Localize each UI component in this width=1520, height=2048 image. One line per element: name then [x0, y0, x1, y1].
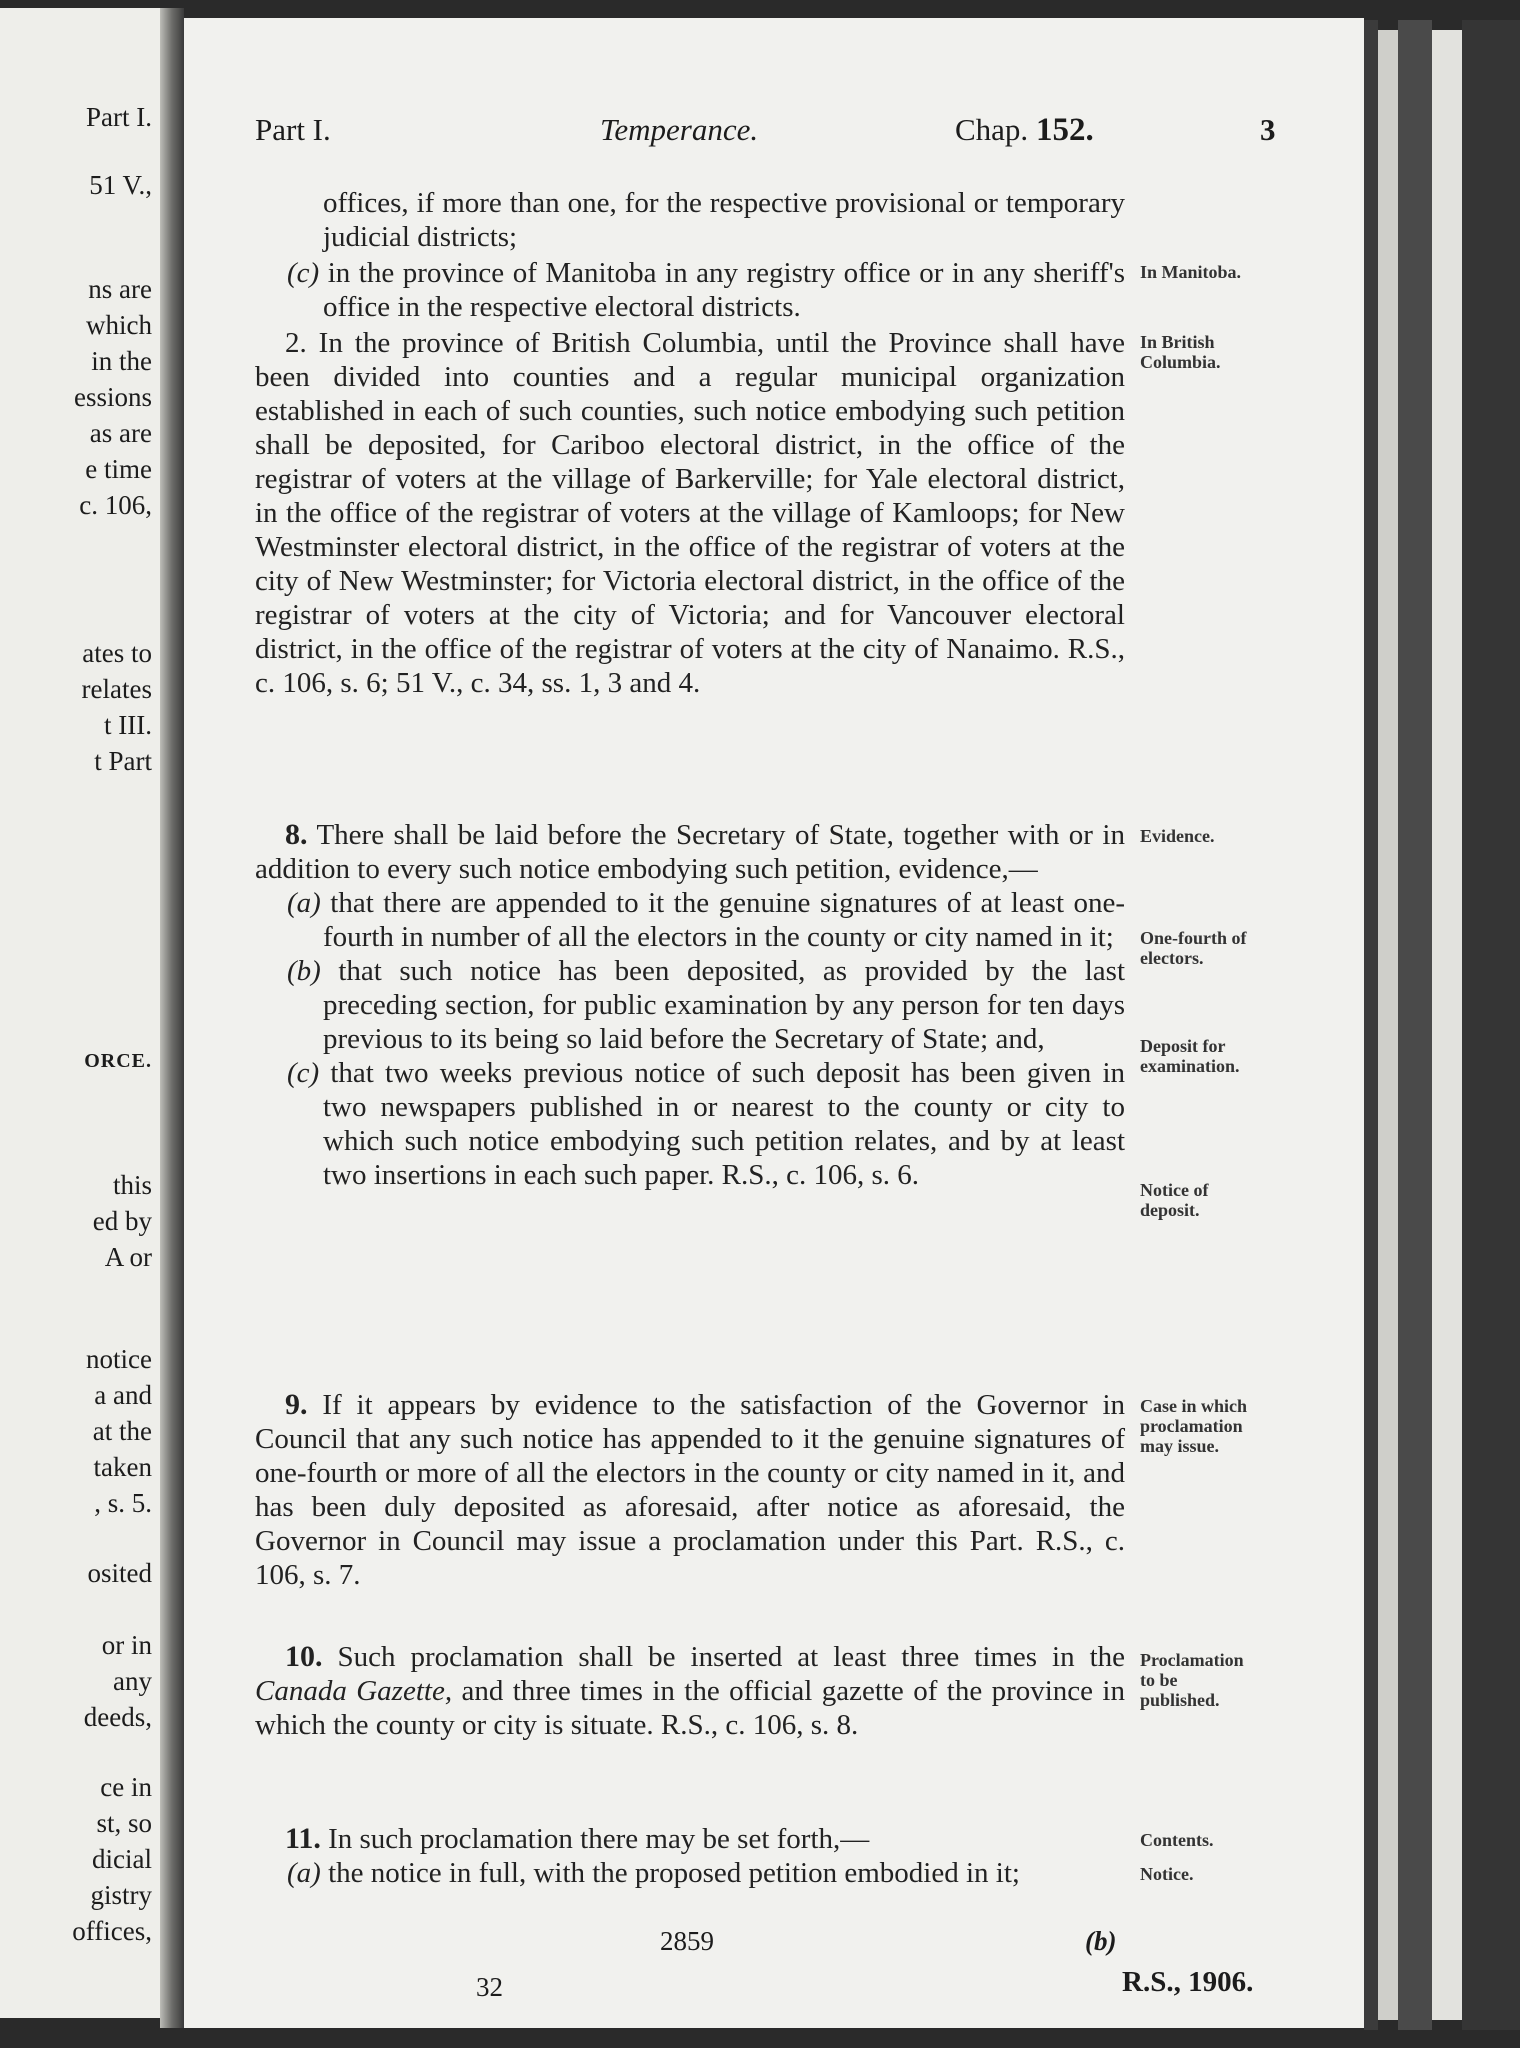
left-page-fragment: st, so: [96, 1808, 152, 1838]
left-page-fragment: as are: [89, 418, 152, 448]
item-text: that there are appended to it the genuine signatures of at least one-fourth in number of all the electors in the county or city named in it;: [323, 887, 1126, 953]
page-stack-light: [1432, 30, 1462, 2020]
sidenote-evidence: Evidence.: [1140, 826, 1215, 846]
section-number: 11.: [285, 1822, 321, 1855]
left-page-fragment: in the: [91, 346, 152, 376]
left-page-fragment: this: [112, 1170, 152, 1200]
item-c-manitoba: [255, 256, 1125, 324]
item-label: (a): [287, 887, 321, 919]
left-page-fragment: relates: [81, 674, 152, 704]
sidenote-british-columbia: In British Columbia.: [1140, 332, 1221, 372]
book-gutter: [160, 8, 184, 2028]
item-text: the notice in full, with the proposed petition embodied in it;: [328, 1857, 1020, 1889]
left-page-fragment: ed by: [92, 1206, 152, 1236]
left-page-fragment: offices,: [72, 1916, 152, 1946]
left-page-fragment: Part I.: [86, 102, 152, 132]
left-page-fragment: dicial: [92, 1844, 152, 1874]
left-page-fragment: osited: [87, 1558, 152, 1588]
header-chapter: [955, 112, 1094, 149]
left-page-fragment: ce in: [100, 1772, 152, 1802]
left-page-fragment: essions: [73, 382, 152, 412]
chapter-label: Chap.: [955, 112, 1029, 147]
sidenote-proclamation: Proclamation to be published.: [1140, 1650, 1244, 1710]
left-page-fragment: ORCE.: [84, 1050, 152, 1072]
section-10-text-a: Such proclamation shall be inserted at least three times in the: [337, 1641, 1126, 1673]
footer-catchword: (b): [1085, 1926, 1117, 1956]
header-title: Temperance.: [600, 112, 759, 147]
item-label: (c): [287, 1057, 320, 1089]
sidenote-case: Case in which proclamation may issue.: [1140, 1396, 1248, 1456]
sidenote-notice-of-deposit: Notice of deposit.: [1140, 1180, 1209, 1220]
left-page-fragment: , s. 5.: [94, 1488, 152, 1518]
left-page-fragment: t Part: [94, 746, 152, 776]
sidenote-manitoba: In Manitoba.: [1140, 262, 1242, 282]
item-text: that two weeks previous notice of such deposit has been given in two newspapers published in or nearest to the county or city to which such notice embodying such petition relates, and by at least two insertions in each such paper. R.S., c. 106, s. 6.: [323, 1057, 1125, 1191]
section-8-text: There shall be laid before the Secretary of State, together with or in addition to every such notice embodying such petition, evidence,—: [255, 819, 1125, 885]
book-cover-edge: [1462, 20, 1520, 2030]
chapter-number: 152.: [1035, 112, 1094, 148]
left-facing-page: [0, 8, 160, 2018]
left-page-fragment: c. 106,: [79, 490, 152, 520]
left-page-fragment: which: [86, 310, 152, 340]
left-page-fragment: ns are: [88, 274, 152, 304]
left-page-fragment: taken: [93, 1452, 152, 1482]
section-10: [255, 1640, 1125, 1742]
page-edge: [1378, 30, 1398, 2020]
left-page-fragment: or in: [101, 1630, 152, 1660]
left-page-fragment: at the: [92, 1416, 152, 1446]
sidenote-contents: Contents.: [1140, 1830, 1214, 1850]
section-11-text: In such proclamation there may be set forth,—: [328, 1823, 870, 1855]
section-10-text-b: and three times in the official gazette of the province in which the county or city is situate. R.S., c. 106, s. 8.: [255, 1675, 1125, 1741]
paragraph-offices-continued: [255, 186, 1125, 254]
footer-edition: R.S., 1906.: [1122, 1966, 1254, 1998]
left-page-fragment: A or: [104, 1242, 152, 1272]
section-number: 10.: [285, 1640, 323, 1673]
section-9: [255, 1388, 1125, 1592]
canada-gazette: Canada Gazette,: [255, 1675, 453, 1707]
sidenote-one-fourth: One-fourth of electors.: [1140, 928, 1247, 968]
section-8: [255, 818, 1125, 1192]
item-text: that such notice has been deposited, as provided by the last preceding section, for public examination by any person for ten days previous to its being so laid before the Secretary of State; and,: [323, 955, 1125, 1055]
sidenote-notice: Notice.: [1140, 1864, 1194, 1884]
item-label: (a): [287, 1857, 321, 1889]
sidenote-deposit: Deposit for examination.: [1140, 1036, 1240, 1076]
left-page-fragment: deeds,: [83, 1702, 152, 1732]
offices-text: offices, if more than one, for the respective provisional or temporary judicial districts;: [323, 187, 1125, 253]
left-page-fragment: t III.: [104, 710, 152, 740]
left-page-fragment: e time: [85, 454, 152, 484]
left-page-fragment: gistry: [90, 1880, 152, 1910]
section-11: [255, 1822, 1125, 1890]
header-part: Part I.: [255, 112, 331, 147]
left-page-fragment: any: [113, 1666, 152, 1696]
section-number: 8.: [285, 818, 308, 851]
page-edge-shadow: [1364, 20, 1378, 2030]
item-text: in the province of Manitoba in any registry office or in any sheriff's office in the respective electoral districts.: [323, 257, 1125, 323]
item-label: (c): [287, 257, 320, 289]
section-9-text: If it appears by evidence to the satisfaction of the Governor in Council that any such notice has appended to it the genuine signatures of one-fourth or more of all the electors in the county or city named in it, and has been duly deposited as aforesaid, after notice as aforesaid, the Governor in Council may issue a proclamation under this Part. R.S., c. 106, s. 7.: [255, 1389, 1126, 1591]
footer-center-number: 2859: [660, 1926, 714, 1956]
left-page-fragment: a and: [94, 1380, 152, 1410]
left-page-fragment: 51 V.,: [89, 170, 152, 200]
item-label: (b): [287, 955, 321, 987]
left-page-fragment: ates to: [82, 638, 152, 668]
page-number: 3: [1260, 112, 1276, 147]
section-number: 9.: [285, 1388, 308, 1421]
left-page-fragment: notice: [86, 1344, 152, 1374]
footer-signature: 32: [476, 1972, 503, 2002]
bc-text: 2. In the province of British Columbia, until the Province shall have been divided into counties and a regular municipal organization established in each of such counties, such notice embodying such petition shall be deposited, for Cariboo electoral district, in the office of the registrar of voters at the village of Barkerville; for Yale electoral district, in the office of the registrar of voters at the village of Kamloops; for New Westminster electoral district, in the office of the registrar of voters at the city of New Westminster; for Victoria electoral district, in the office of the registrar of voters at the city of Victoria; and for Vancouver electoral district, in the office of the registrar of voters at the city of Nanaimo. R.S., c. 106, s. 6; 51 V., c. 34, ss. 1, 3 and 4.: [255, 327, 1125, 699]
paragraph-british-columbia: [255, 326, 1125, 700]
page-stack-dark: [1398, 20, 1432, 2030]
